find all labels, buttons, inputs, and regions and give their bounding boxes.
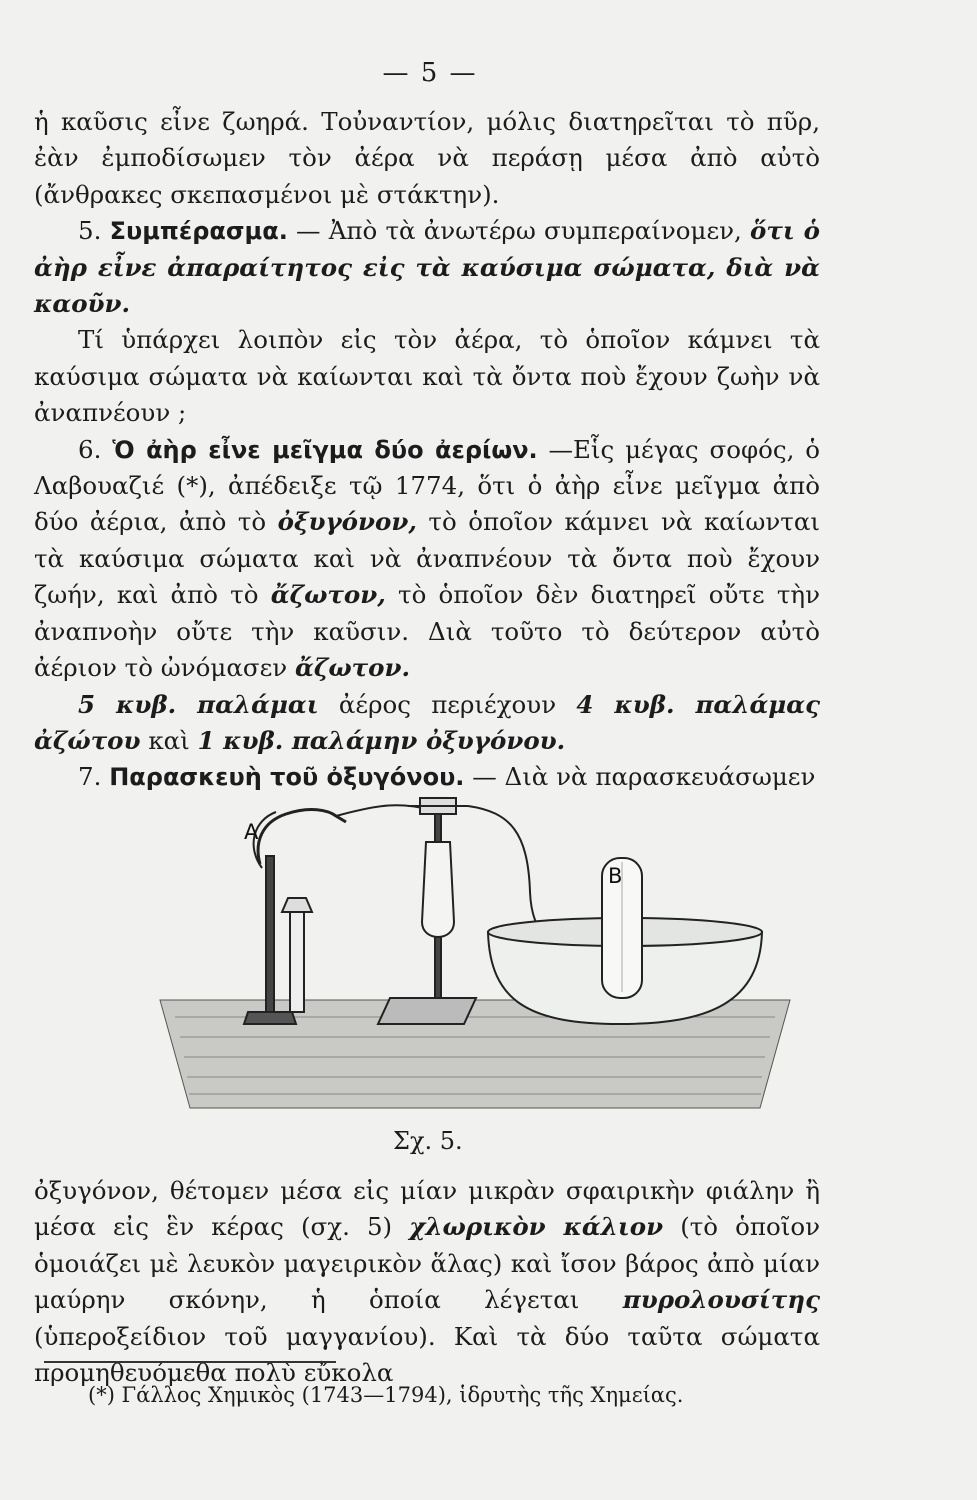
wash-bottle [422,842,454,937]
composition-oxygen-volume: 1 κυβ. παλάμην ὀξυγόνου. [197,725,566,755]
figure-label-b: B [608,864,623,888]
paragraph-combustion: ἡ καῦσις εἶνε ζωηρά. Τοὐναντίον, μόλις διατηρεῖται τὸ πῦρ, ἐὰν ἐμποδίσωμεν τὸν ἀέρα νὰ περάσῃ μέσα ἀπὸ αὐτὸ (ἄνθρακες σκεπασμένοι μὲ στάκτην). [34,107,820,209]
footnote-rule [44,1361,336,1363]
term-potassium-chlorate: χλωρικὸν κάλιον [409,1212,664,1242]
paragraph-question: Τί ὑπάρχει λοιπὸν εἰς τὸν ἀέρα, τὸ ὁποῖον κάμνει τὰ καύσιμα σώματα νὰ καίωνται καὶ τὰ ὄντα ποὺ ἔχουν ζωὴν νὰ ἀναπνέουν ; [34,325,820,428]
section-number-5: 5. [78,216,102,246]
left-stand-rod [266,856,274,1016]
composition-contains: ἀέρος περιέχουν [338,689,557,719]
conclusion-emphasis: ὅτι ὁ ἀὴρ εἶνε ἀπαραίτητος εἰς τὰ καύσιμα σώματα, διὰ νὰ καοῦν. [34,216,820,319]
burner [290,912,304,1012]
paragraph-air-mixture [34,432,820,687]
footnote: (*) Γάλλος Χημικὸς (1743—1794), ἱδρυτὴς τῆς Χημείας. [88,1383,684,1407]
materials-text-a: ὀξυγόνον, θέτομεν μέσα εἰς μίαν μικρὰν σφαιρικὴν φιάλην ἢ μέσα εἰς ἓν κέρας (σχ. 5) [34,1176,820,1242]
clamp [408,798,468,814]
air-mixture-text-b: τὸ ὁποῖον κάμνει νὰ καίωνται τὰ καύσιμα σώματα καὶ νὰ ἀναπνέουν τὰ ὄντα ποὺ ἔχουν ζωήν, καὶ ἀπὸ τὸ [34,507,820,610]
figure-caption: Σχ. 5. [393,1127,463,1155]
section-heading-oxygen-preparation: Παρασκευὴ τοῦ ὀξυγόνου. [109,763,465,792]
figure-label-a: A [244,820,259,844]
page-number: — 5 — [382,58,478,88]
paragraph-conclusion [34,213,820,322]
air-mixture-text-c: τὸ ὁποῖον δὲν διατηρεῖ οὔτε τὴν ἀναπνοὴν οὔτε τὴν καῦσιν. Διὰ τοῦτο τὸ δεύτερον αὐτὸ ἀέριον τὸ ὠνόμασεν [34,580,820,683]
section-number-6: 6. [78,434,102,464]
figure-oxygen-apparatus [150,772,840,1132]
term-nitrogen: ἄζωτον, [270,580,386,610]
term-nitrogen-end: ἄζωτον. [294,653,411,683]
main-text-bottom [34,1173,820,1391]
composition-and: καὶ [148,725,190,755]
materials-text-c: (ὑπεροξείδιον τοῦ μαγγανίου). Καὶ τὰ δύο ταῦτα σώματα προμηθευόμεθα πολὺ εὔκολα [34,1321,820,1388]
section-number-7: 7. [78,762,102,792]
conclusion-lead-text: — Ἀπὸ τὰ ἀνωτέρω συμπεραίνομεν, [296,216,742,246]
composition-air-volume: 5 κυβ. παλάμαι [78,689,319,719]
main-text-top [34,104,820,796]
composition-nitrogen-volume: 4 κυβ. παλάμας ἀζώτου [34,689,821,755]
paragraph-composition [34,687,820,760]
term-pyrolusite: πυρολουσίτης [622,1285,820,1315]
materials-text-b: (τὸ ὁποῖον ὁμοιάζει μὲ λευκὸν μαγειρικὸν ἅλας) καὶ ἴσον βάρος ἀπὸ μίαν μαύρην σκόνην, ἡ ὁποία λέγεται [34,1212,820,1315]
term-oxygen: ὀξυγόνον, [277,507,417,537]
oxygen-preparation-text: — Διὰ νὰ παρασκευάσωμεν [472,762,816,792]
paragraph-materials [34,1173,820,1391]
air-mixture-text-a: —Εἷς μέγας σοφός, ὁ Λαβουαζιέ (*), ἀπέδειξε τῷ 1774, ὅτι ὁ ἀὴρ εἶνε μεῖγμα ἀπὸ δύο ἀέρια, ἀπὸ τὸ [34,434,820,537]
left-stand-base [244,1012,296,1024]
section-heading-conclusion: Συμπέρασμα. [109,217,288,246]
middle-stand-base [378,998,476,1024]
section-heading-air-mixture: Ὁ ἀὴρ εἶνε μεῖγμα δύο ἀερίων. [112,435,538,464]
